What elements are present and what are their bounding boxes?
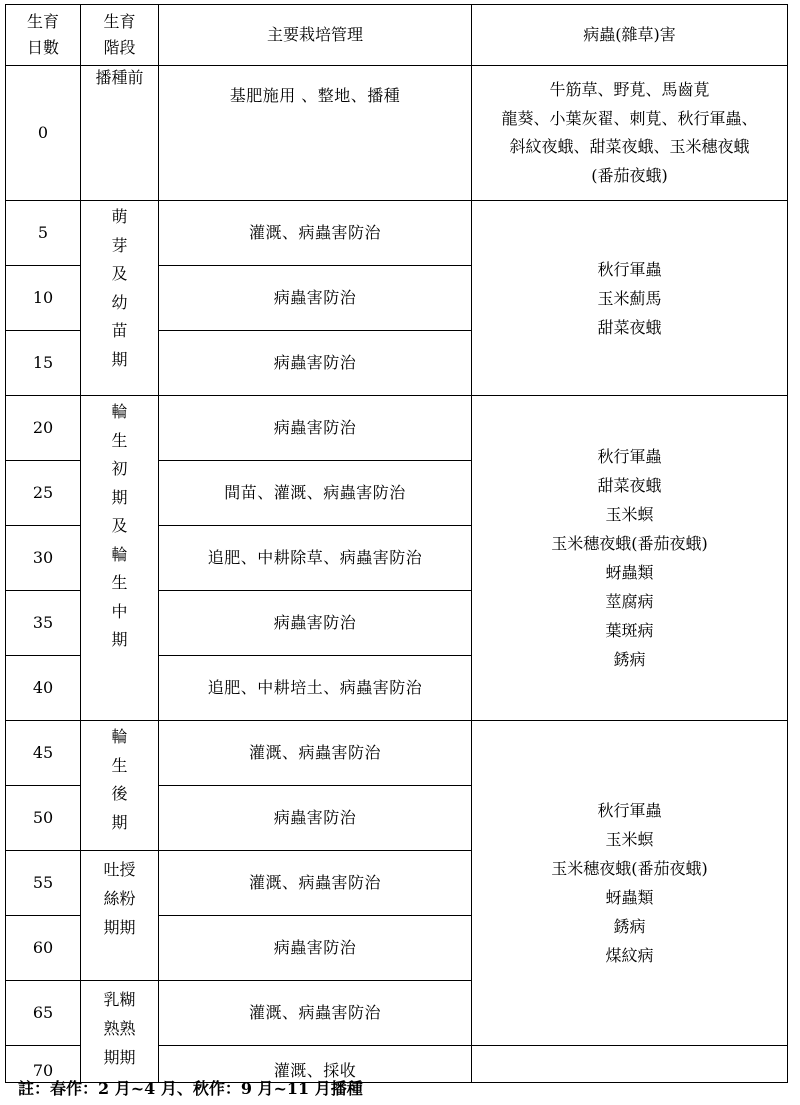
day-cell: 0	[6, 66, 81, 201]
stage-cell: 輪生後期	[81, 721, 159, 851]
day-cell: 30	[6, 526, 81, 591]
header-management: 主要栽培管理	[159, 5, 472, 66]
day-cell: 60	[6, 916, 81, 981]
pests-cell: 秋行軍蟲 玉米螟 玉米穗夜蛾(番茄夜蛾) 蚜蟲類 銹病 煤紋病	[472, 721, 788, 1046]
header-pests: 病蟲(雜草)害	[472, 5, 788, 66]
stage-cell: 播種前	[81, 66, 159, 201]
management-cell: 灌溉、病蟲害防治	[159, 721, 472, 786]
footnote: 註：春作：2 月~4 月、秋作：9 月~11 月播種	[18, 1079, 363, 1098]
management-cell: 病蟲害防治	[159, 916, 472, 981]
pests-cell: 牛筋草、野莧、馬齒莧 龍葵、小葉灰翟、刺莧、秋行軍蟲、 斜紋夜蛾、甜菜夜蛾、玉米穗夜蛾 (番茄夜蛾)	[472, 66, 788, 201]
header-stage: 生育 階段	[81, 5, 159, 66]
management-cell: 灌溉、採收	[159, 1046, 472, 1083]
management-cell: 病蟲害防治	[159, 786, 472, 851]
day-cell: 35	[6, 591, 81, 656]
header-days: 生育 日數	[6, 5, 81, 66]
table-row	[6, 721, 788, 786]
management-cell: 病蟲害防治	[159, 396, 472, 461]
table-row	[6, 396, 788, 461]
day-cell: 15	[6, 331, 81, 396]
day-cell: 40	[6, 656, 81, 721]
management-cell: 間苗、灌溉、病蟲害防治	[159, 461, 472, 526]
stage-cell: 萌芽及幼苗期	[81, 201, 159, 396]
stage-cell: 輪生初期及輪生中期	[81, 396, 159, 721]
day-cell: 70	[6, 1046, 81, 1083]
day-cell: 10	[6, 266, 81, 331]
management-cell: 病蟲害防治	[159, 266, 472, 331]
cultivation-schedule-table	[5, 4, 788, 1083]
management-cell: 追肥、中耕除草、病蟲害防治	[159, 526, 472, 591]
management-cell: 追肥、中耕培土、病蟲害防治	[159, 656, 472, 721]
stage-cell: 吐授 絲粉 期期	[81, 851, 159, 981]
day-cell: 45	[6, 721, 81, 786]
management-cell: 灌溉、病蟲害防治	[159, 851, 472, 916]
pests-cell: 秋行軍蟲 甜菜夜蛾 玉米螟 玉米穗夜蛾(番茄夜蛾) 蚜蟲類 莖腐病 葉斑病 銹病	[472, 396, 788, 721]
management-cell: 灌溉、病蟲害防治	[159, 981, 472, 1046]
table-row	[6, 66, 788, 201]
management-cell: 病蟲害防治	[159, 331, 472, 396]
day-cell: 55	[6, 851, 81, 916]
management-cell: 灌溉、病蟲害防治	[159, 201, 472, 266]
management-cell: 基肥施用 、整地、播種	[159, 66, 472, 201]
day-cell: 20	[6, 396, 81, 461]
day-cell: 5	[6, 201, 81, 266]
header-row	[6, 5, 788, 66]
day-cell: 65	[6, 981, 81, 1046]
management-cell: 病蟲害防治	[159, 591, 472, 656]
pests-cell-empty	[472, 1046, 788, 1083]
table-row	[6, 201, 788, 266]
day-cell: 50	[6, 786, 81, 851]
pests-cell: 秋行軍蟲 玉米薊馬 甜菜夜蛾	[472, 201, 788, 396]
stage-cell: 乳糊 熟熟 期期	[81, 981, 159, 1083]
day-cell: 25	[6, 461, 81, 526]
